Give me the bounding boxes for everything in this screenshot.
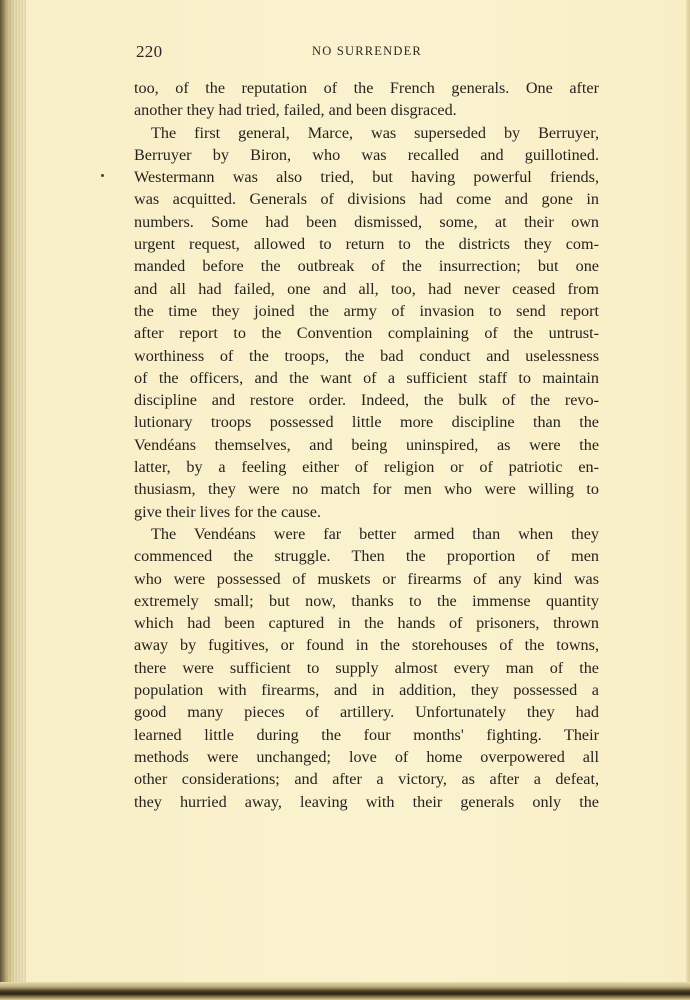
text-line: another they had tried, failed, and been disgraced.	[134, 101, 457, 120]
text-line: they hurried away, leaving with their generals only the	[134, 792, 599, 811]
ink-speck	[101, 174, 104, 177]
text-line: Vendéans themselves, and being uninspired, as were the	[134, 435, 599, 454]
paragraph	[134, 122, 599, 523]
paragraph	[134, 77, 599, 122]
text-line: worthiness of the troops, the bad conduct and uselessness	[134, 346, 599, 365]
page-number: 220	[136, 42, 163, 61]
page-right-edge	[686, 0, 690, 1000]
text-line: thusiasm, they were no match for men who were willing to	[134, 480, 599, 499]
text-line: methods were unchanged; love of home overpowered all	[134, 747, 599, 766]
text-line: commenced the struggle. Then the proportion of men	[134, 547, 599, 566]
text-line: good many pieces of artillery. Unfortunately they had	[134, 703, 599, 722]
text-line: away by fugitives, or found in the storehouses of the towns,	[134, 636, 599, 655]
text-line: there were sufficient to supply almost every man of the	[134, 658, 599, 677]
text-line: The first general, Marce, was superseded by Berruyer,	[151, 123, 599, 142]
text-line: and all had failed, one and all, too, had never ceased from	[134, 279, 599, 298]
text-line: Westermann was also tried, but having powerful friends,	[134, 168, 599, 187]
text-line: urgent request, allowed to return to the districts they com-	[134, 235, 599, 254]
text-line: learned little during the four months' fighting. Their	[134, 725, 599, 744]
running-title: NO SURRENDER	[312, 44, 422, 58]
text-line: manded before the outbreak of the insurrection; but one	[134, 257, 599, 276]
text-line: was acquitted. Generals of divisions had come and gone in	[134, 190, 599, 209]
page-binding	[0, 0, 26, 1000]
text-line: give their lives for the cause.	[134, 502, 321, 521]
text-line: The Vendéans were far better armed than when they	[151, 524, 599, 543]
text-line: lutionary troops possessed little more discipline than the	[134, 413, 599, 432]
running-header	[136, 40, 598, 64]
paragraph	[134, 523, 599, 813]
text-line: after report to the Convention complaining of the untrust-	[134, 324, 599, 343]
text-line: who were possessed of muskets or firearms of any kind was	[134, 569, 599, 588]
text-line: the time they joined the army of invasion to send report	[134, 301, 599, 320]
text-line: extremely small; but now, thanks to the immense quantity	[134, 591, 599, 610]
text-line: Berruyer by Biron, who was recalled and guillotined.	[134, 145, 599, 164]
text-line: which had been captured in the hands of prisoners, thrown	[134, 614, 599, 633]
text-line: numbers. Some had been dismissed, some, at their own	[134, 212, 599, 231]
text-line: too, of the reputation of the French generals. One after	[134, 79, 599, 97]
text-line: other considerations; and after a victory, as after a defeat,	[134, 770, 599, 789]
page-bottom-edge	[0, 982, 690, 1000]
body-text	[134, 77, 599, 813]
text-line: latter, by a feeling either of religion or of patriotic en-	[134, 458, 599, 477]
text-line: of the officers, and the want of a sufficient staff to maintain	[134, 368, 599, 387]
text-line: population with firearms, and in addition, they possessed a	[134, 681, 599, 700]
text-line: discipline and restore order. Indeed, the bulk of the revo-	[134, 391, 599, 410]
